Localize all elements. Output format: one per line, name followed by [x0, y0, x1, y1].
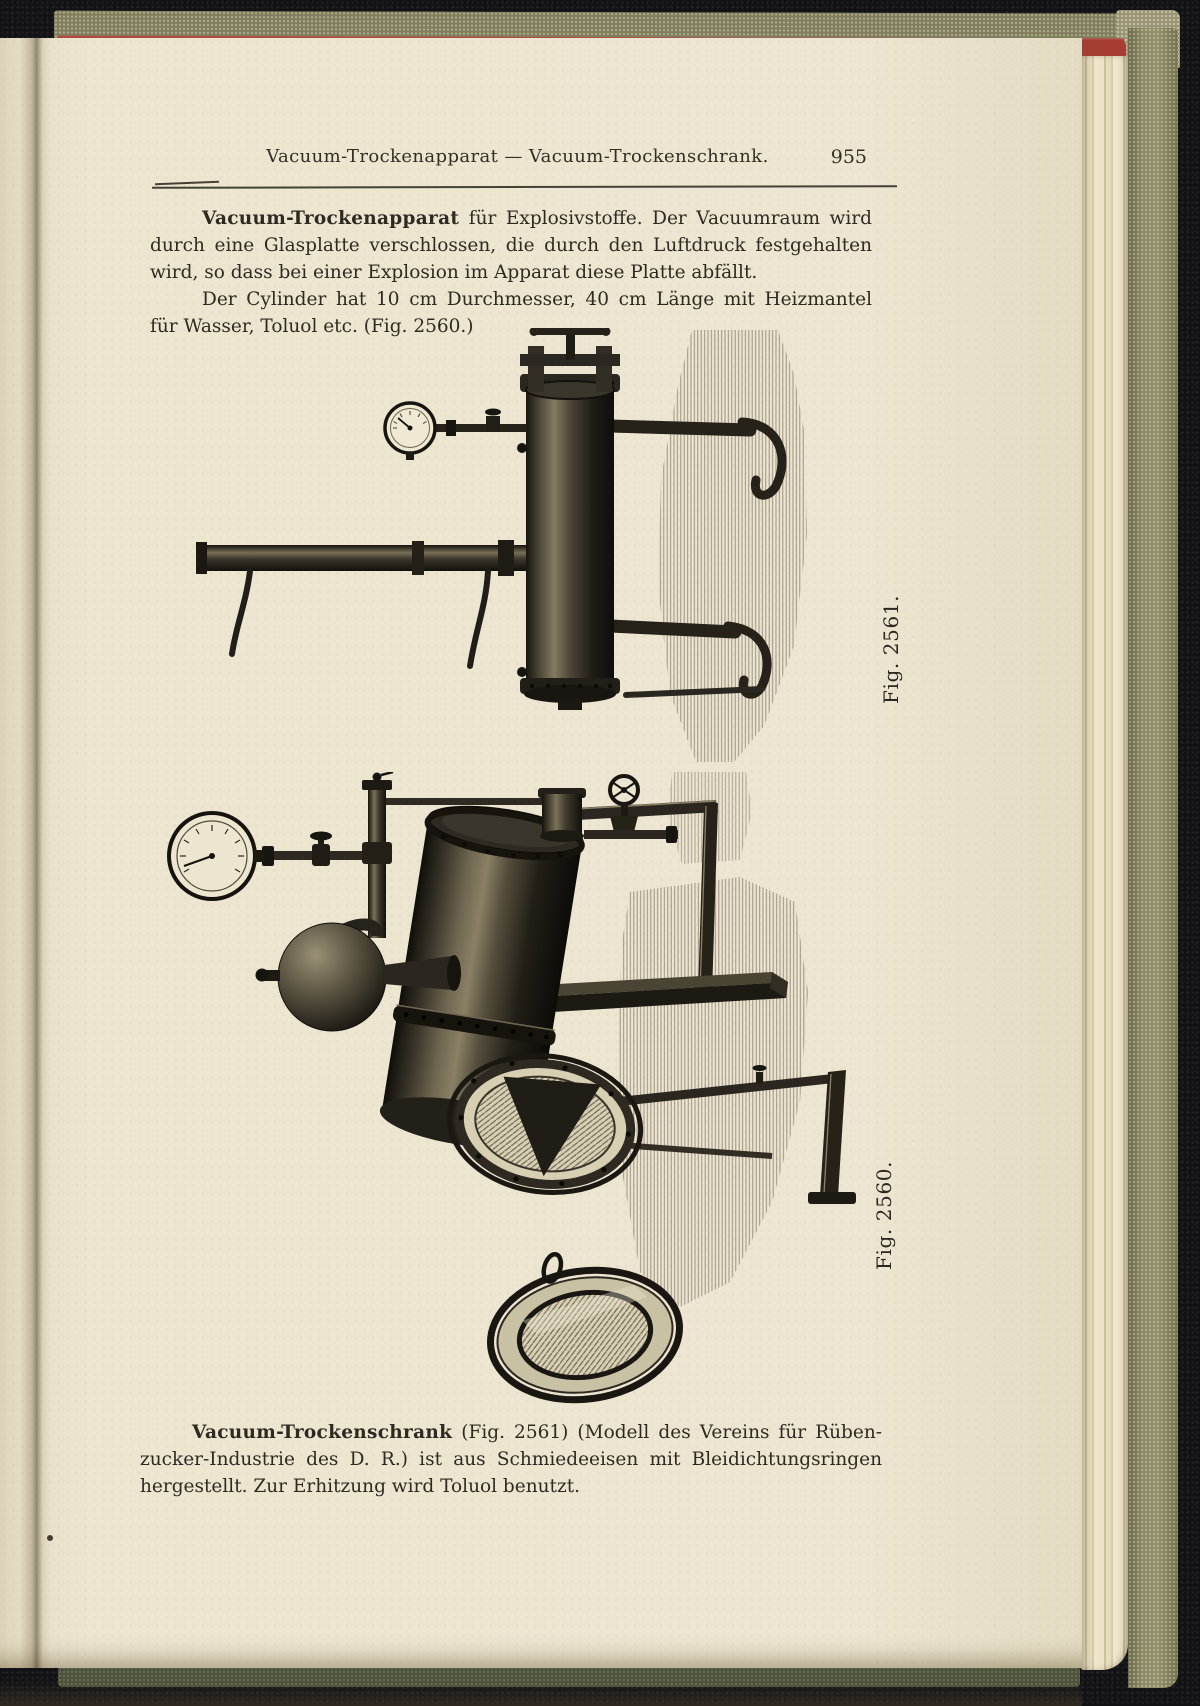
horizontal-pipe [196, 540, 530, 666]
pressure-gauge [385, 403, 527, 460]
running-head-title: Vacuum-Trockenapparat — Vacuum-Trockenschrank. [266, 146, 769, 167]
lid-clasp [541, 1252, 564, 1283]
cylinder-vessel [517, 374, 620, 710]
paragraph-line [140, 1419, 882, 1446]
gauge-valve [486, 416, 500, 432]
paragraph-line: durch eine Glasplatte verschlossen, die durch den Luftdruck festgehalten [150, 235, 872, 256]
drain-hose [470, 571, 488, 666]
gutter-crease-shadow [20, 38, 50, 1668]
paragraph-lead-bold: Vacuum-Trockenapparat [202, 208, 460, 229]
pressure-gauge [169, 813, 372, 899]
paragraph-line-text: für Explosivstoffe. Der Vacuumraum wird [459, 208, 872, 229]
paragraph-line: wird, so dass bei einer Explosion im Apparat diese Platte abfällt. [150, 262, 758, 283]
cone-adapter [384, 956, 452, 990]
paragraph-lead-bold: Vacuum-Trockenschrank [192, 1422, 453, 1443]
page-bottom-shadow [0, 1680, 1082, 1706]
fig-2561-caption: Fig. 2561. [879, 594, 903, 704]
paragraph-line [150, 205, 872, 232]
paragraph-line-text: (Fig. 2561) (Modell des Vereins für Rüben- [452, 1422, 882, 1443]
page-fore-edge-stack [1080, 56, 1128, 1670]
paragraph-line: für Wasser, Toluol etc. (Fig. 2560.) [150, 316, 474, 337]
drain-hose [232, 571, 250, 654]
pipe-valve [310, 832, 332, 867]
figure-2561-illustration [190, 328, 835, 765]
figure-2560-illustration [160, 772, 860, 1412]
paragraph-line: hergestellt. Zur Erhitzung wird Toluol benutzt. [140, 1476, 581, 1497]
paragraph-vacuum-trockenschrank [140, 1419, 882, 1500]
fig-2560-caption: Fig. 2560. [872, 1160, 896, 1270]
condenser-ball [278, 923, 386, 1031]
page-number: 955 [830, 146, 867, 168]
running-head-row [150, 146, 885, 172]
sight-glass [538, 788, 586, 842]
ink-spot [47, 1535, 53, 1541]
paragraph-line: zucker-Industrie des D. R.) ist aus Schmiedeeisen mit Bleidichtungsringen [140, 1449, 882, 1470]
book-cover-right-edge [1128, 28, 1178, 1688]
paragraph-vacuum-trockenapparat [150, 205, 872, 340]
side-cock [517, 667, 527, 677]
side-cock [517, 443, 527, 453]
background-hatching [658, 330, 807, 762]
paragraph-line: Der Cylinder hat 10 cm Durchmesser, 40 cm Länge mit Heizmantel [202, 289, 872, 310]
